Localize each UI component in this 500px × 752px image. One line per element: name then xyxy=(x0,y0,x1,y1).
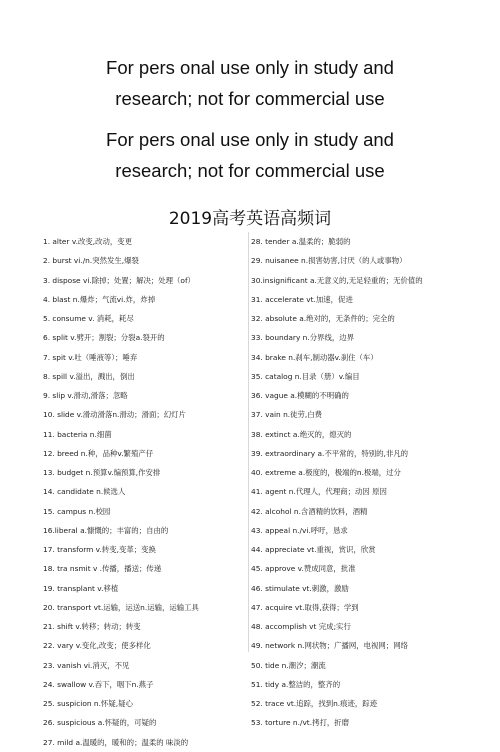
vocab-entry: 31. accelerate vt.加速，促进 xyxy=(251,294,353,304)
vocab-entry: 23. vanish vi.消灭，不见 xyxy=(43,660,130,670)
vocab-entry: 45. approve v.赞成同意，批准 xyxy=(251,564,356,574)
vocab-entry: 33. boundary n.分界线，边界 xyxy=(251,333,355,343)
vocab-entry: 18. tra nsmit v .传播，播送；传递 xyxy=(43,564,162,574)
vocab-entry: 35. catalog n.目录（册）v.编目 xyxy=(251,371,360,381)
vocab-entry: 39. extraordinary a.不平常的，特别的,非凡的 xyxy=(251,448,409,458)
vocab-entry: 2. burst vi./n.突然发生,爆裂 xyxy=(43,256,139,266)
vocab-entry: 27. mild a.温暖的，暖和的；温柔的 味淡的 xyxy=(43,737,189,747)
vocab-entry: 21. shift v.转移；转动；转变 xyxy=(43,622,141,631)
page-title: 2019高考英语高频词 xyxy=(168,209,332,229)
vocab-entry: 6. split v.劈开；割裂；分裂a.裂开的 xyxy=(43,333,165,343)
vocab-entry: 49. network n.网状物；广播网，电视网；网络 xyxy=(251,641,408,651)
vocab-entry: 50. tide n.潮汐；潮流 xyxy=(251,660,326,670)
vocab-entry: 14. candidate n.候选人 xyxy=(43,487,126,497)
vocab-entry: 52. trace vt.追踪，找到n.痕迹，踪迹 xyxy=(251,699,378,708)
notice-line: research; not for commercial use xyxy=(115,160,385,181)
vocab-entry: 5. consume v. 消耗，耗尽 xyxy=(43,314,134,323)
vocab-entry: 36. vague a.模糊的不明确的 xyxy=(251,391,349,400)
vocab-entry: 22. vary v.变化,改变；使多样化 xyxy=(43,641,151,651)
vocab-entry: 38. extinct a.绝灭的，熄灭的 xyxy=(251,429,352,439)
vocab-entry: 11. bacteria n.细菌 xyxy=(43,429,112,439)
notice-line: For pers onal use only in study and xyxy=(106,57,394,78)
vocab-entry: 28. tender a.温柔的；脆弱的 xyxy=(251,237,351,246)
vocab-entry: 53. torture n./vt.拷打，折磨 xyxy=(251,718,350,728)
vocab-entry: 37. vain n.徒劳,白费 xyxy=(251,410,323,420)
column-divider xyxy=(248,232,249,652)
vocab-entry: 42. alcohol n.含酒精的饮料，酒精 xyxy=(251,506,368,516)
vocab-entry: 17. transform v.转变,变革；变换 xyxy=(43,545,156,554)
vocab-entry: 20. transport vt.运输，运送n.运输，运输工具 xyxy=(43,602,199,612)
vocab-entry: 30.insignificant a.无意义的,无足轻重的；无价值的 xyxy=(251,275,423,285)
vocab-entry: 8. spill v.溢出，溅出，倒出 xyxy=(43,371,135,381)
vocab-entry: 10. slide v.滑动滑落n.滑动；滑面；幻灯片 xyxy=(43,410,186,420)
vocab-entry: 41. agent n.代理人，代理商；动因 原因 xyxy=(251,487,387,497)
vocab-entry: 46. stimulate vt.刺激，激励 xyxy=(251,583,349,593)
notice-line: research; not for commercial use xyxy=(115,88,385,109)
notice-block-1 xyxy=(0,52,500,114)
vocab-entry: 3. dispose vi.除掉；处置；解决；处理（of） xyxy=(43,275,195,285)
vocab-entry: 26. suspicious a.怀疑的，可疑的 xyxy=(43,718,157,728)
vocab-entry: 40. extreme a.极度的，极端的n.极端，过分 xyxy=(251,468,401,477)
vocab-entry: 32. absolute a.绝对的，无条件的；完全的 xyxy=(251,314,395,323)
vocab-entry: 4. blast n.爆炸；气流vi.炸，炸掉 xyxy=(43,294,156,304)
vocab-entry: 13. budget n.预算v.编预算,作安排 xyxy=(43,468,161,477)
vocab-entry: 7. spit v.吐（唾液等）；唾弃 xyxy=(43,352,138,362)
notice-block-2 xyxy=(0,124,500,186)
vocab-entry: 43. appeal n./vi.呼吁，恳求 xyxy=(251,525,348,535)
vocab-entry: 25. suspicion n.怀疑,疑心 xyxy=(43,699,133,708)
vocab-entry: 48. accomplish vt 完成;实行 xyxy=(251,622,351,631)
vocab-entry: 1. alter v.改变,改动，变更 xyxy=(43,237,133,246)
vocab-entry: 9. slip v.滑动,滑落；忽略 xyxy=(43,391,128,400)
vocab-entry: 29. nuisanee n.损害妨害,讨厌（的人或事物） xyxy=(251,256,407,266)
vocab-entry: 19. transplant v.移植 xyxy=(43,583,119,593)
vocab-entry: 47. acquire vt.取得,获得；学到 xyxy=(251,602,359,612)
notice-line: For pers onal use only in study and xyxy=(106,129,394,150)
vocab-entry: 51. tidy a.整洁的，整齐的 xyxy=(251,679,341,689)
vocab-entry: 24. swallow v.吞下，咽下n.燕子 xyxy=(43,679,154,689)
vocab-column-right xyxy=(251,232,496,733)
vocab-entry: 15. campus n.校园 xyxy=(43,506,111,516)
vocab-entry: 12. breed n.种，品种v.繁殖产仔 xyxy=(43,448,154,458)
vocab-column-left xyxy=(43,232,248,752)
vocab-entry: 44. appreciate vt.重视，赏识，欣赏 xyxy=(251,545,376,554)
vocab-entry: 34. brake n.刹车,制动器v.刹住（车） xyxy=(251,352,378,362)
vocab-entry: 16.liberal a.慷慨的；丰富的；自由的 xyxy=(43,525,169,535)
